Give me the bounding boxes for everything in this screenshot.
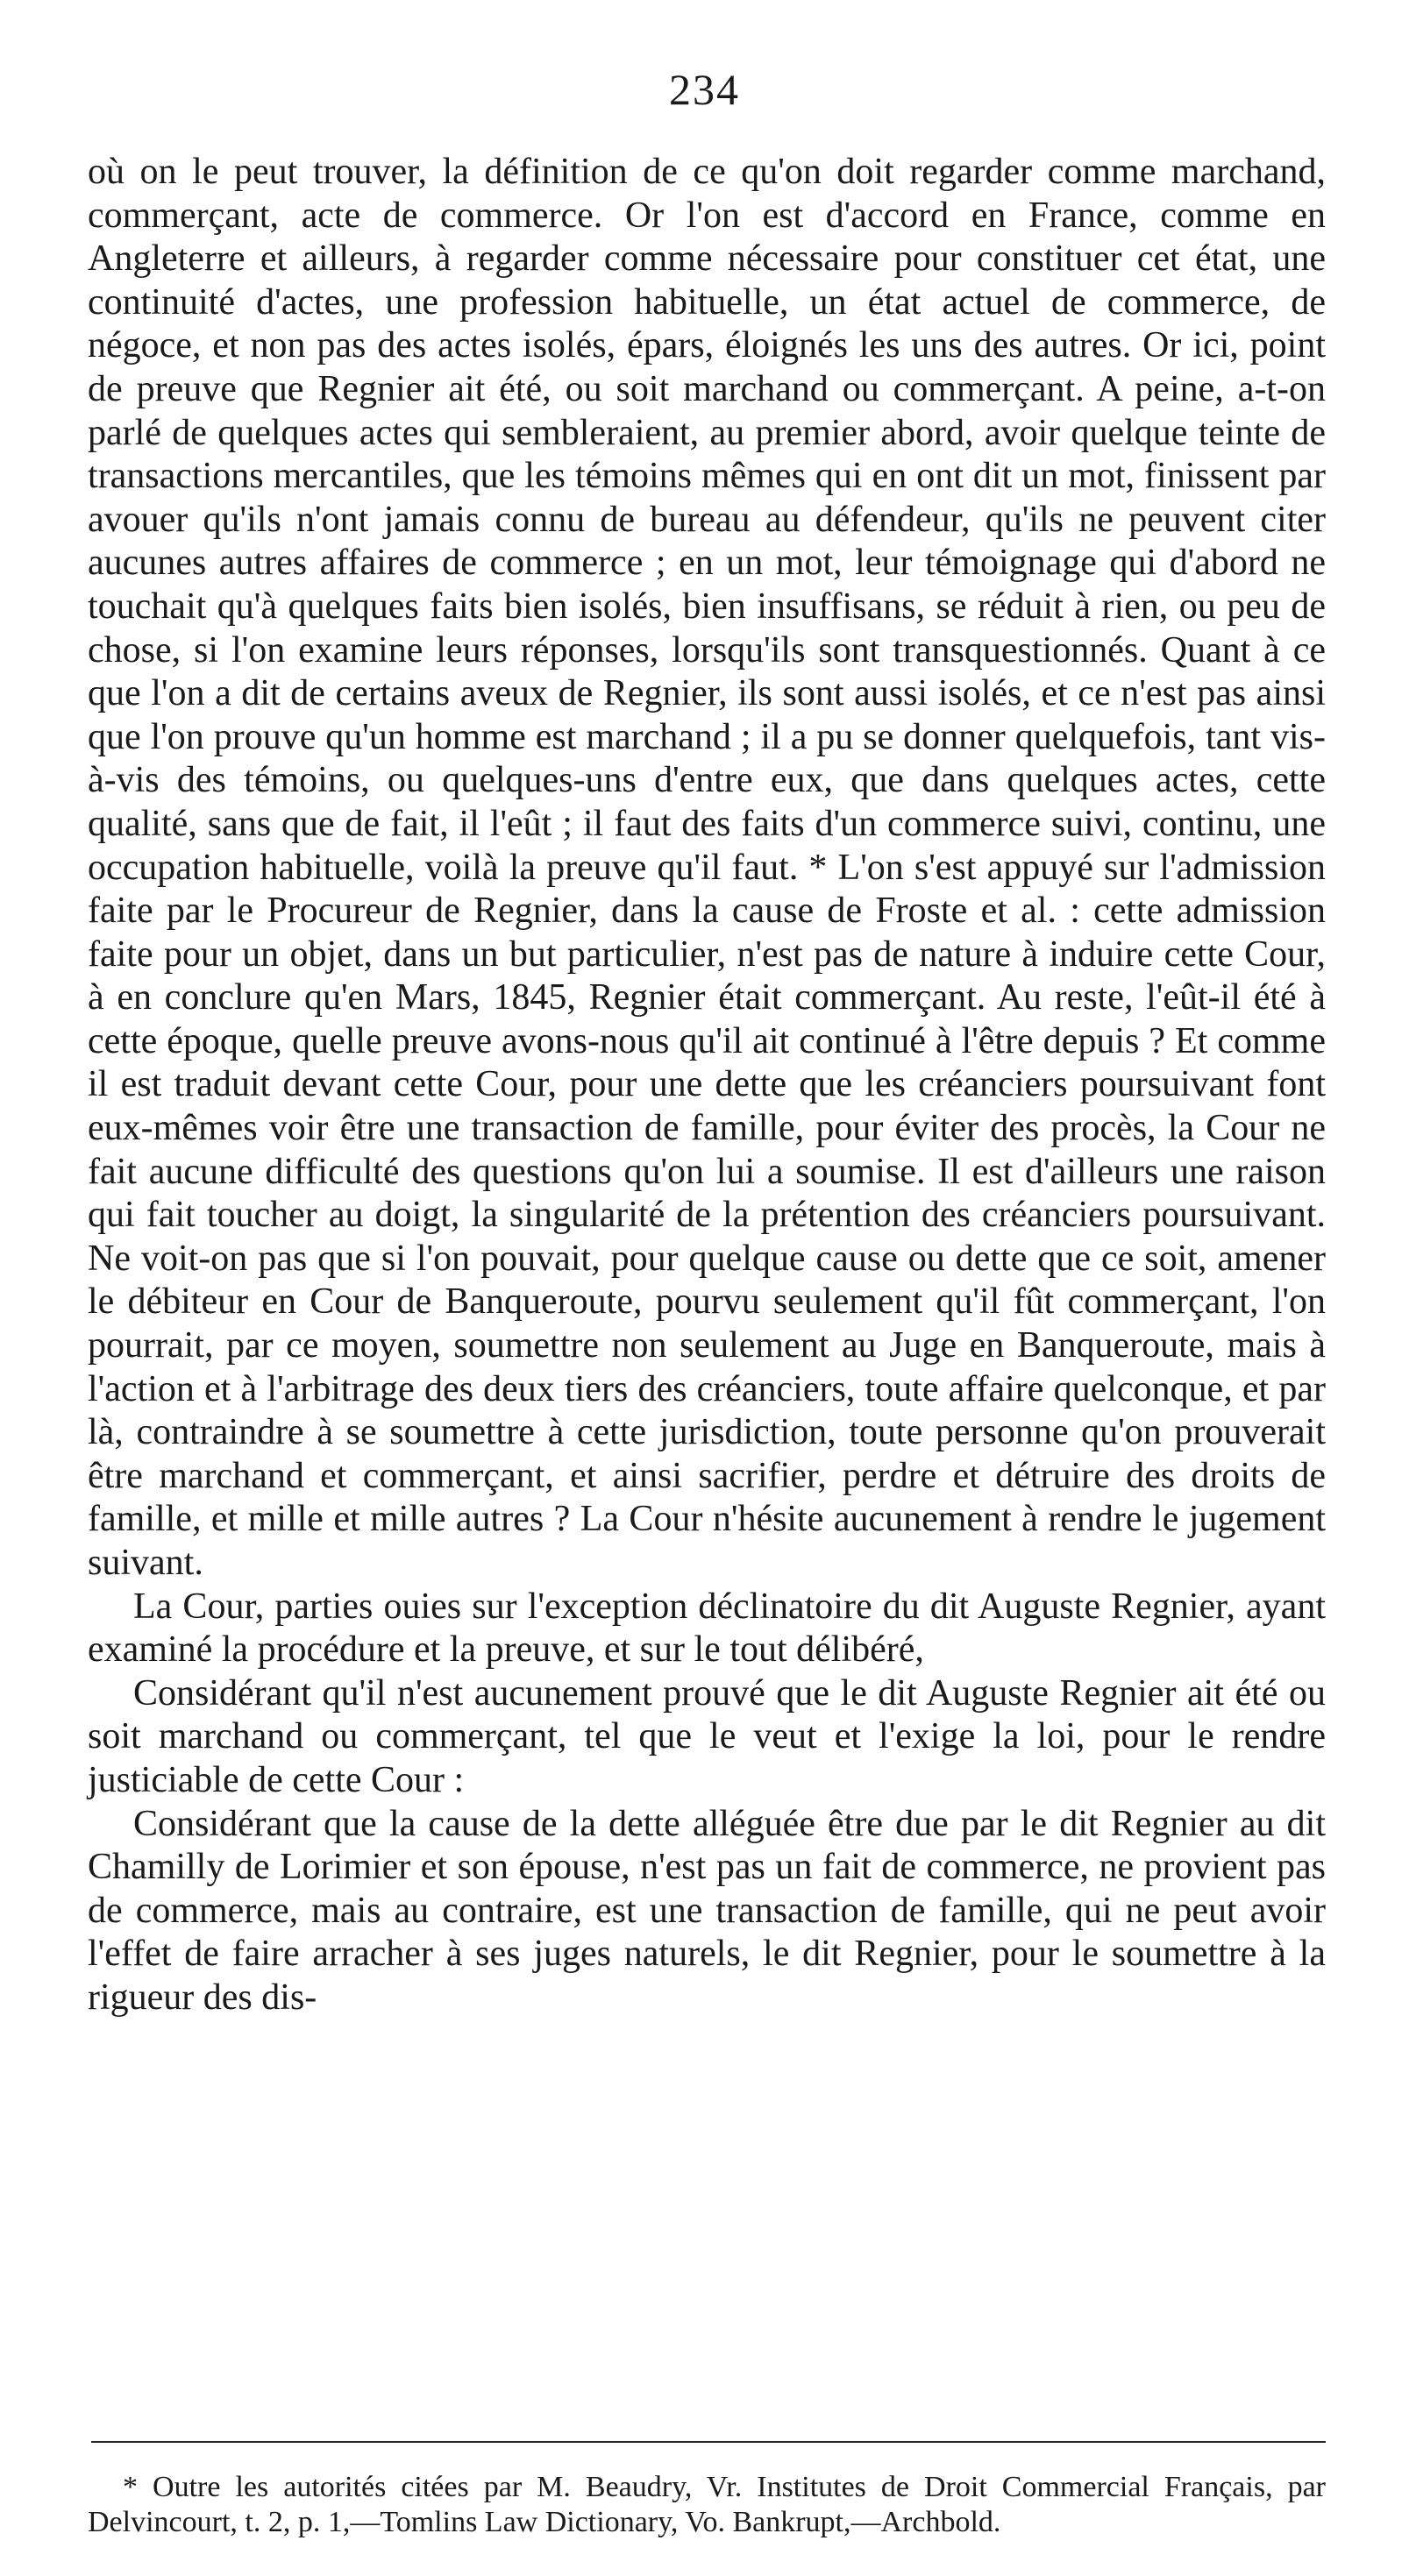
paragraph-considerant-1: Considérant qu'il n'est aucunement prouvé que le dit Auguste Regnier ait été ou soit marchand ou commerçant, tel que le veut et l'exige la loi, pour le rendre justiciable de cette Cour : (88, 1672, 1326, 1800)
page-number: 234 (669, 65, 740, 114)
body-text (88, 151, 1326, 2020)
footnote-text: * Outre les autorités citées par M. Beaudry, Vr. Institutes de Droit Commercial Français, par Delvincourt, t. 2, p. 1,—Tomlins Law Dictionary, Vo. Bankrupt,—Archbold. (88, 2471, 1326, 2538)
paragraph-continuation: où on le peut trouver, la définition de ce qu'on doit regarder comme marchand, commerçant, acte de commerce. Or l'on est d'accord en France, comme en Angleterre et ailleurs, à regarder comme nécessaire pour constituer cet état, une continuité d'actes, une profession habituelle, un état actuel de commerce, de négoce, et non pas des actes isolés, épars, éloignés les uns des autres. Or ici, point de preuve que Regnier ait été, ou soit marchand ou commerçant. A peine, a-t-on parlé de quelques actes qui sembleraient, au premier abord, avoir quelque teinte de transactions mercantiles, que les témoins mêmes qui en ont dit un mot, finissent par avouer qu'ils n'ont jamais connu de bureau au défendeur, qu'ils ne peuvent citer aucunes autres affaires de commerce ; en un mot, leur témoignage qui d'abord ne touchait qu'à quelques faits bien isolés, bien insuffisans, se réduit à rien, ou peu de chose, si l'on examine leurs réponses, lorsqu'ils sont transquestionnés. Quant à ce que l'on a dit de certains aveux de Regnier, ils sont aussi isolés, et ce n'est pas ainsi que l'on prouve qu'un homme est marchand ; il a pu se donner quelquefois, tant vis-à-vis des témoins, ou quelques-uns d'entre eux, que dans quelques actes, cette qualité, sans que de fait, il l'eût ; il faut des faits d'un commerce suivi, continu, une occupation habituelle, voilà la preuve qu'il faut. * L'on s'est appuyé sur l'admission faite par le Procureur de Regnier, dans la cause de Froste et al. : cette admission faite pour un objet, dans un but particulier, n'est pas de nature à induire cette Cour, à en conclure qu'en Mars, 1845, Regnier était commerçant. Au reste, l'eût-il été à cette époque, quelle preuve avons-nous qu'il ait continué à l'être depuis ? Et comme il est traduit devant cette Cour, pour une dette que les créanciers poursuivant font eux-mêmes voir être une transaction de famille, pour éviter des procès, la Cour ne fait aucune difficulté des questions qu'on lui a soumise. Il est d'ailleurs une raison qui fait toucher au doigt, la singularité de la prétention des créanciers poursuivant. Ne voit-on pas que si l'on pouvait, pour quelque cause ou dette que ce soit, amener le débiteur en Cour de Banqueroute, pourvu seulement qu'il fût commerçant, l'on pourrait, par ce moyen, soumettre non seulement au Juge en Banqueroute, mais à l'action et à l'arbitrage des deux tiers des créanciers, toute affaire quelconque, et par là, contraindre à se soumettre à cette jurisdiction, toute personne qu'on prouverait être marchand et commerçant, et ainsi sacrifier, perdre et détruire des droits de famille, et mille et mille autres ? La Cour n'hésite aucunement à rendre le jugement suivant. (88, 152, 1326, 1583)
footnote-divider (91, 2441, 1326, 2443)
paragraph-la-cour: La Cour, parties ouies sur l'exception déclinatoire du dit Auguste Regnier, ayant examiné la procédure et la preuve, et sur le tout délibéré, (88, 1586, 1326, 1671)
paragraph-considerant-2: Considérant que la cause de la dette alléguée être due par le dit Regnier au dit Chamilly de Lorimier et son épouse, n'est pas un fait de commerce, ne provient pas de commerce, mais au contraire, est une transaction de famille, qui ne peut avoir l'effet de faire arracher à ses juges naturels, le dit Regnier, pour le soumettre à la rigueur des dis- (88, 1803, 1326, 2018)
footnote (88, 2470, 1326, 2540)
